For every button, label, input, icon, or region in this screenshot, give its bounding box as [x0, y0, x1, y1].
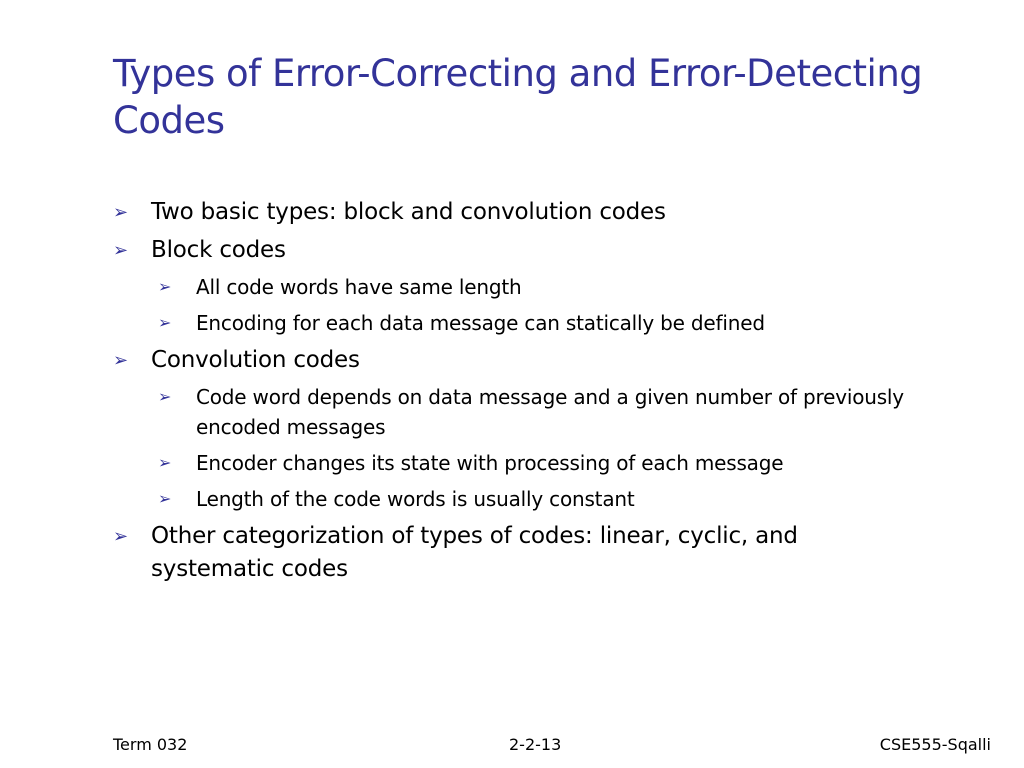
bullet-text: Block codes [151, 237, 286, 263]
sub-bullet-item [158, 448, 913, 478]
arrow-bullet-icon: ➢ [158, 313, 172, 332]
arrow-bullet-icon: ➢ [158, 489, 172, 508]
bullet-list [113, 196, 913, 591]
arrow-bullet-icon: ➢ [158, 387, 172, 406]
sub-bullet-item [158, 308, 913, 338]
footer-course: CSE555-Sqalli [879, 735, 991, 754]
bullet-text: Two basic types: block and convolution codes [151, 199, 666, 225]
sub-bullet-text: Encoding for each data message can statically be defined [196, 311, 765, 335]
sub-bullet-item [158, 382, 913, 442]
bullet-text: Convolution codes [151, 347, 360, 373]
arrow-bullet-icon: ➢ [113, 526, 128, 547]
bullet-item [113, 344, 913, 377]
bullet-text: Other categorization of types of codes: linear, cyclic, and systematic codes [151, 523, 798, 582]
sub-bullet-text: All code words have same length [196, 275, 522, 299]
bullet-item [113, 520, 913, 586]
sub-bullet-item [158, 272, 913, 302]
sub-bullet-item [158, 484, 913, 514]
arrow-bullet-icon: ➢ [113, 350, 128, 371]
sub-bullet-text: Code word depends on data message and a given number of previously encoded messages [196, 385, 904, 439]
arrow-bullet-icon: ➢ [158, 453, 172, 472]
slide-title: Types of Error-Correcting and Error-Detecting Codes [113, 52, 923, 142]
bullet-item [113, 196, 913, 229]
sub-bullet-text: Length of the code words is usually constant [196, 487, 635, 511]
sub-bullet-text: Encoder changes its state with processing of each message [196, 451, 784, 475]
arrow-bullet-icon: ➢ [113, 240, 128, 261]
footer-date: 2-2-13 [509, 735, 562, 754]
arrow-bullet-icon: ➢ [158, 277, 172, 296]
arrow-bullet-icon: ➢ [113, 202, 128, 223]
bullet-item [113, 234, 913, 267]
footer-term: Term 032 [113, 735, 188, 754]
